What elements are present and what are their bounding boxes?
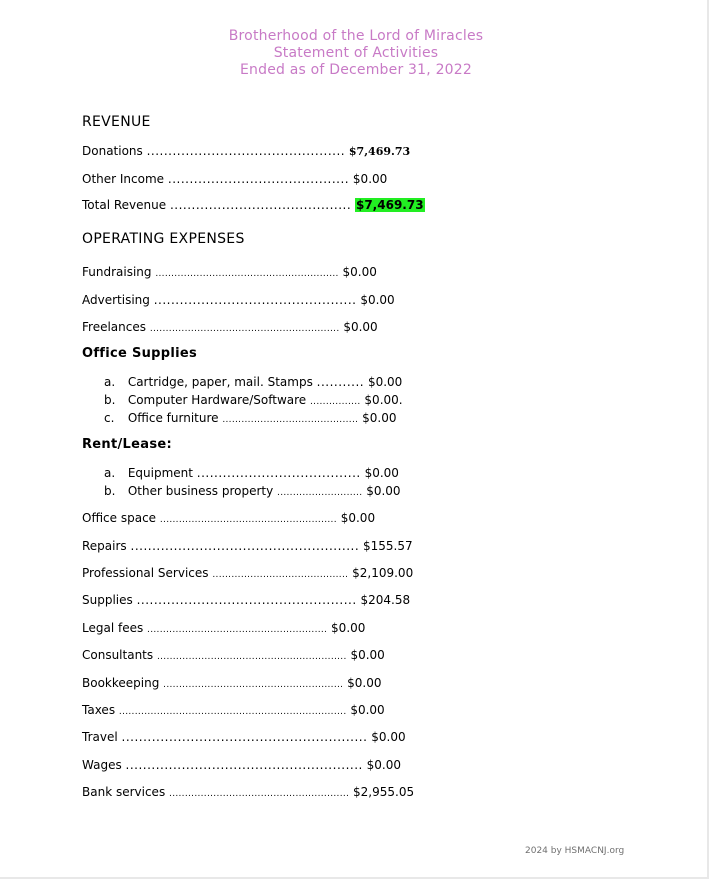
row-amount: $0.00 (343, 320, 378, 334)
list-marker: c. (104, 411, 115, 425)
row-label: Supplies (82, 593, 133, 607)
row-label: Bank services (82, 785, 166, 799)
list-marker: b. (104, 484, 116, 498)
row-amount: $0.00. (364, 393, 403, 407)
list-marker: a. (104, 375, 116, 389)
rent-lease-heading: Rent/Lease: (82, 437, 172, 452)
expense-row-repairs (82, 538, 413, 554)
operating-expenses-heading: OPERATING EXPENSES (82, 231, 245, 247)
row-amount: $0.00 (367, 375, 403, 389)
office-supplies-item-computer (104, 392, 403, 408)
row-leader: .......................................... (167, 172, 350, 186)
expense-row-supplies (82, 592, 410, 608)
row-leader: ....................................................... (125, 758, 363, 772)
row-label: Bookkeeping (82, 676, 160, 690)
row-label: Fundraising (82, 265, 152, 279)
row-leader: ........................................... (212, 570, 349, 580)
expense-row-wages (82, 757, 401, 773)
row-leader: ........................... (277, 488, 363, 498)
revenue-heading: REVENUE (82, 114, 151, 130)
row-amount: $0.00 (347, 676, 382, 690)
row-leader: ........................................................................ (118, 707, 347, 717)
row-leader: ........................................... (222, 415, 359, 425)
expense-row-freelances (82, 319, 378, 335)
row-amount: $0.00 (342, 265, 377, 279)
row-amount: $0.00 (364, 466, 399, 480)
row-leader: ............................................... (153, 293, 357, 307)
row-amount: $0.00 (352, 172, 388, 186)
row-label: Legal fees (82, 621, 144, 635)
row-amount: $0.00 (362, 411, 397, 425)
row-label: Advertising (82, 293, 150, 307)
rent-lease-item-equipment (104, 465, 399, 481)
row-amount: $0.00 (366, 758, 402, 772)
row-leader: ......................................................... (121, 730, 368, 744)
office-supplies-heading: Office Supplies (82, 346, 198, 361)
expense-row-office-space (82, 510, 375, 526)
row-leader: ......................................................... (147, 625, 328, 635)
row-label: Wages (82, 758, 122, 772)
row-leader: ................ (310, 397, 361, 407)
total-revenue-amount: $7,469.73 (355, 198, 424, 212)
revenue-row-other-income (82, 171, 387, 187)
row-amount: $2,109.00 (352, 566, 414, 580)
expense-row-bookkeeping (82, 675, 382, 691)
row-label: Office space (82, 511, 157, 525)
row-leader: .............................................. (146, 144, 346, 158)
row-leader: ......................................................... (163, 680, 344, 690)
row-leader: ............................................................ (149, 324, 340, 334)
row-leader: ...................................... (196, 466, 361, 480)
row-label: Other Income (82, 172, 165, 186)
office-supplies-item-furniture (104, 410, 396, 426)
list-marker: b. (104, 393, 116, 407)
expense-row-legal-fees (82, 620, 365, 636)
rent-lease-item-other-property (104, 483, 401, 499)
row-leader: ............................................................ (156, 652, 347, 662)
row-label: Repairs (82, 539, 127, 553)
row-amount: $0.00 (350, 703, 385, 717)
row-label: Taxes (82, 703, 116, 717)
expense-row-bank-services (82, 784, 414, 800)
list-marker: a. (104, 466, 116, 480)
expense-row-taxes (82, 702, 385, 718)
row-leader: ..................................................... (130, 539, 360, 553)
row-label: Consultants (82, 648, 154, 662)
row-leader: .......................................... (169, 198, 352, 212)
expense-row-fundraising (82, 264, 377, 280)
expense-row-travel (82, 729, 406, 745)
row-label: Professional Services (82, 566, 209, 580)
row-leader: ................................................... (136, 593, 357, 607)
row-amount: $0.00 (340, 511, 376, 525)
statement-title: Statement of Activities (273, 45, 439, 61)
revenue-row-donations (82, 143, 410, 159)
row-amount: $204.58 (360, 593, 411, 607)
row-amount: $7,469.73 (348, 145, 411, 158)
expense-row-professional-services (82, 565, 413, 581)
row-label: Office furniture (127, 411, 219, 425)
row-amount: $0.00 (366, 484, 401, 498)
document-header (0, 28, 712, 79)
row-leader: .......................................................... (155, 269, 339, 279)
row-amount: $0.00 (371, 730, 406, 744)
expense-row-advertising (82, 292, 395, 308)
office-supplies-item-cartridge (104, 374, 402, 390)
row-amount: $0.00 (331, 621, 366, 635)
row-label: Cartridge, paper, mail. Stamps (127, 375, 313, 389)
row-label: Other business property (127, 484, 274, 498)
row-leader: ......................................................... (169, 789, 350, 799)
row-label: Equipment (127, 466, 193, 480)
row-label: Freelances (82, 320, 146, 334)
row-label: Computer Hardware/Software (127, 393, 307, 407)
row-amount: $0.00 (360, 293, 395, 307)
row-label: Total Revenue (82, 198, 167, 212)
organization-name: Brotherhood of the Lord of Miracles (228, 28, 484, 44)
row-amount: $155.57 (363, 539, 413, 553)
footer-credit: 2024 by HSMACNJ.org (525, 846, 625, 856)
revenue-row-total (82, 197, 425, 213)
statement-period: Ended as of December 31, 2022 (239, 62, 472, 78)
row-amount: $0.00 (350, 648, 385, 662)
row-label: Donations (82, 144, 143, 158)
row-leader: ........................................................ (159, 515, 337, 525)
expense-row-consultants (82, 647, 385, 663)
row-leader: ........... (316, 375, 365, 389)
row-label: Travel (82, 730, 118, 744)
row-amount: $2,955.05 (353, 785, 415, 799)
